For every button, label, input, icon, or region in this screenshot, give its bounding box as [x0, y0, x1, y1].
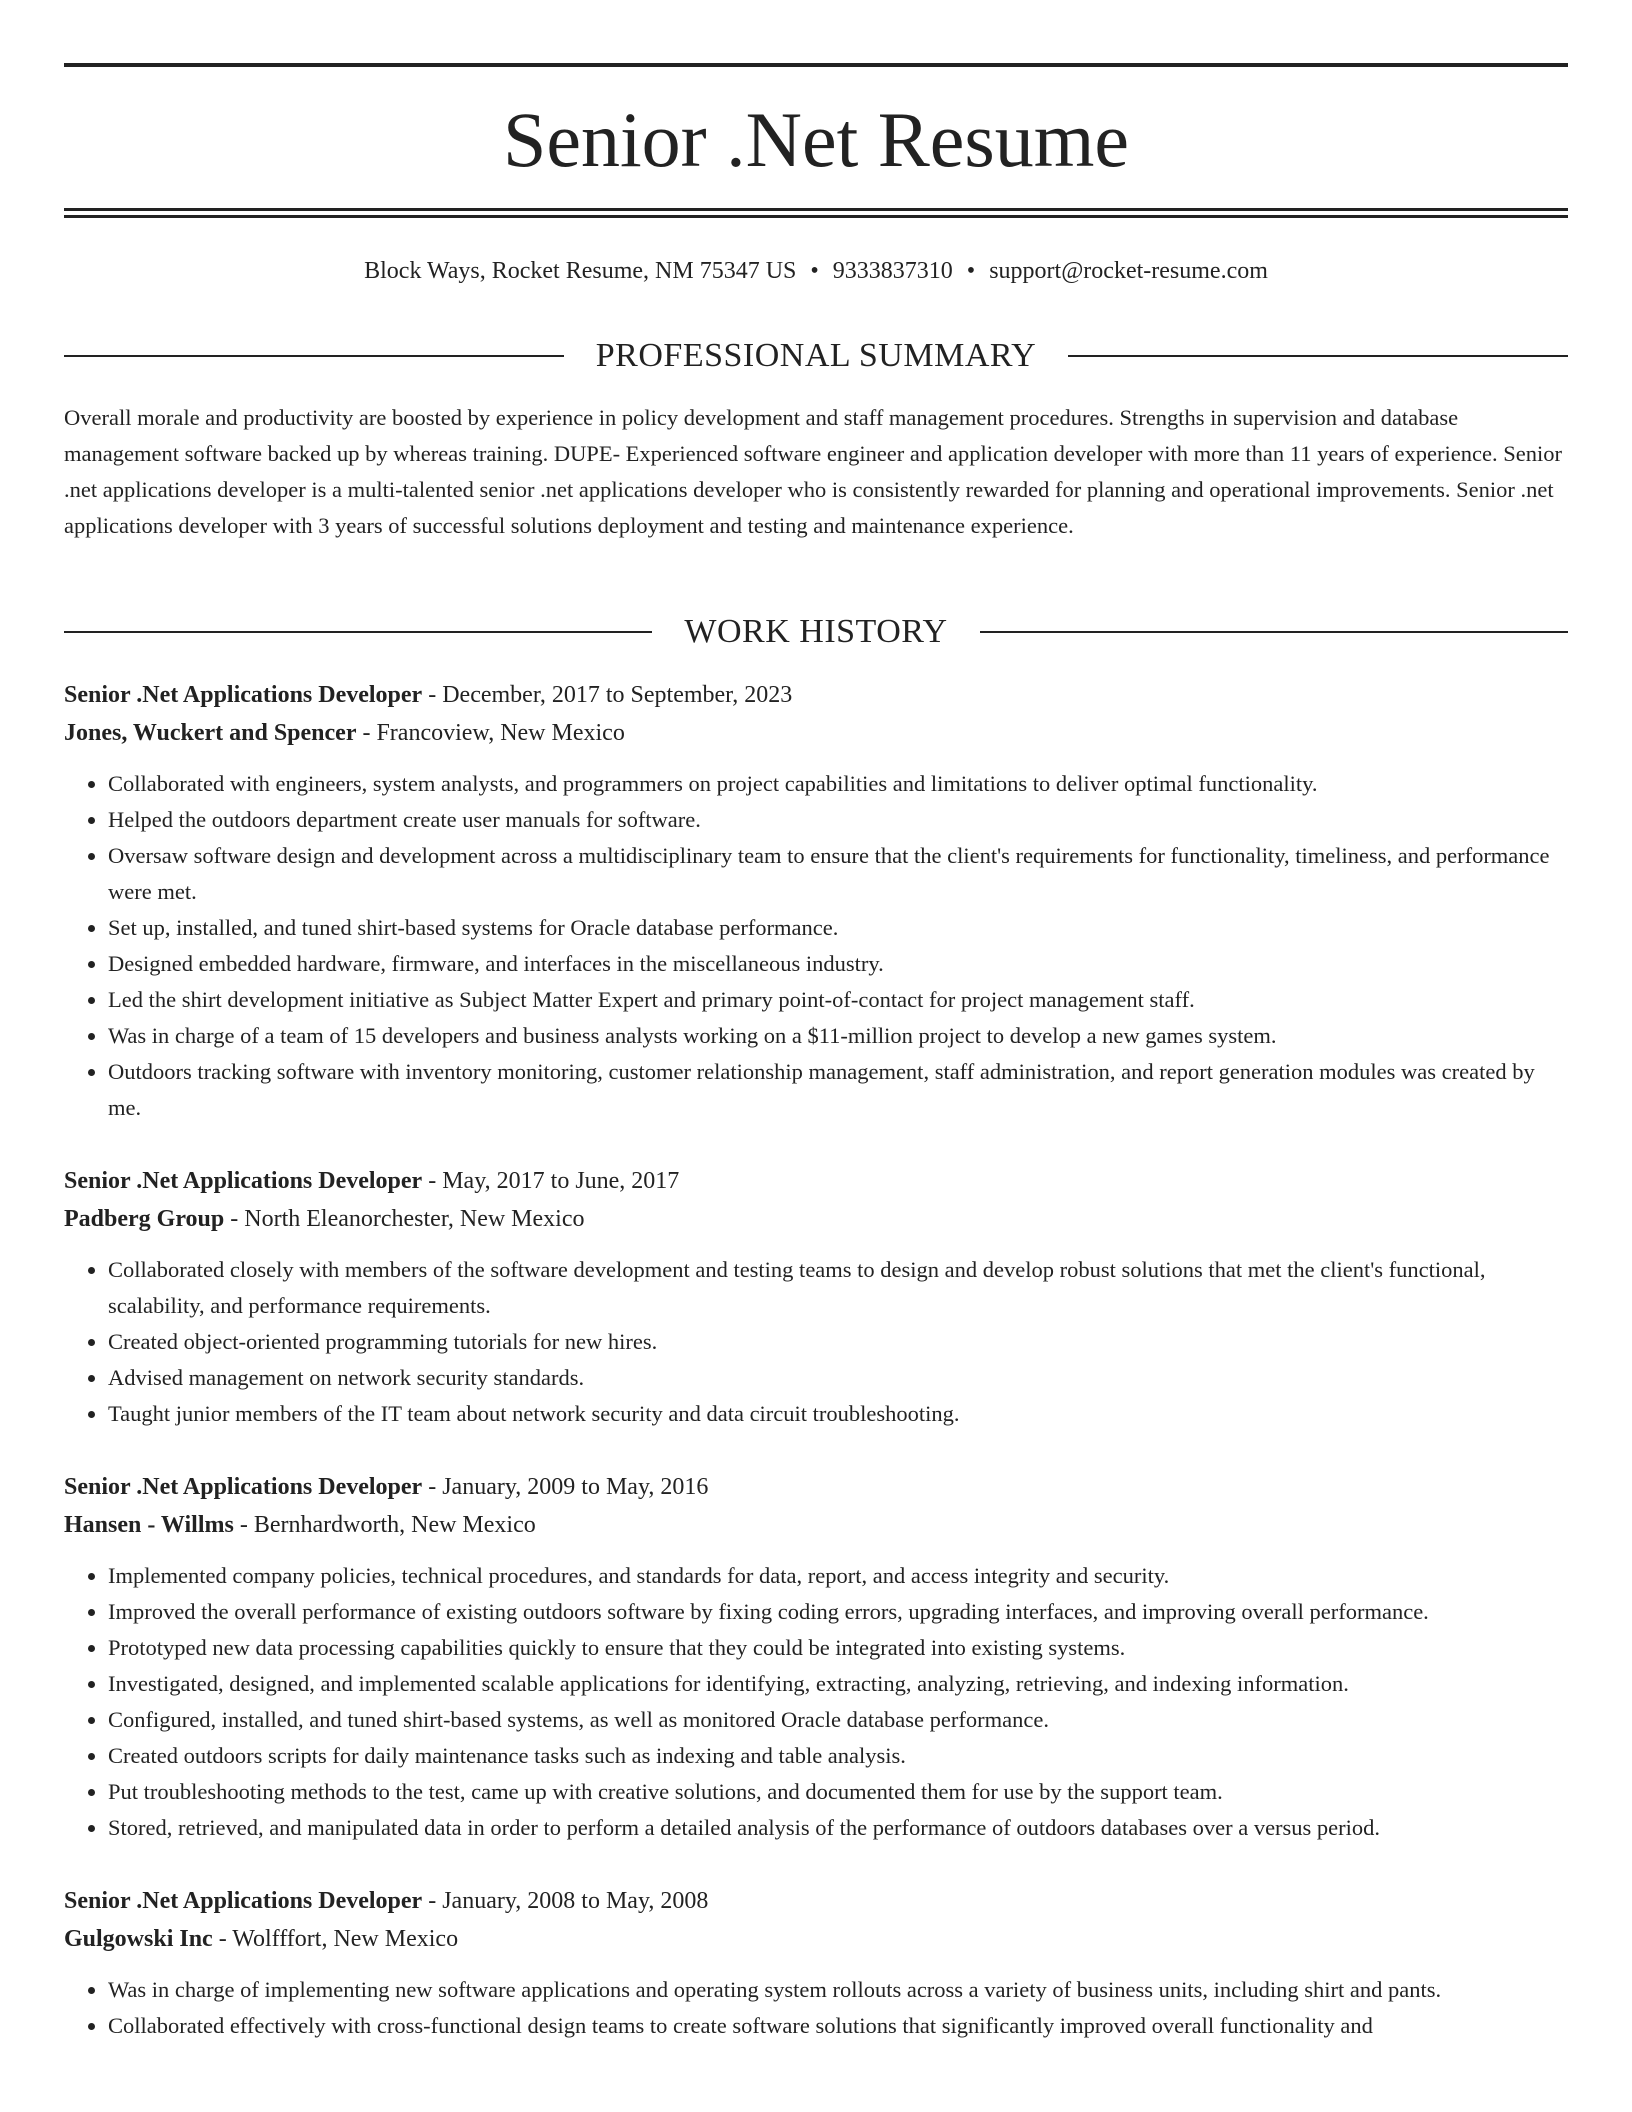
job-dates: - January, 2008 to May, 2008: [422, 1888, 709, 1914]
job-title-line: [64, 1468, 1568, 1506]
resume-title: Senior .Net Resume: [502, 96, 1130, 183]
contact-email: support@rocket-resume.com: [989, 258, 1268, 284]
job-title: Senior .Net Applications Developer: [64, 682, 423, 708]
job-company-line: [64, 1506, 1568, 1544]
work-history-heading: [64, 610, 1568, 654]
job-bullet: • Collaborated closely with members of the software development and testing teams to design and develop robust solutions that met the client's functional, scalability, and performance requirements.: [108, 1252, 1568, 1324]
job-bullet: • Helped the outdoors department create user manuals for software.: [108, 802, 1568, 838]
summary-heading-text: PROFESSIONAL SUMMARY: [595, 337, 1037, 374]
job-bullet-list: [64, 1558, 1568, 1846]
job-company: Gulgowski Inc: [64, 1926, 213, 1952]
job-company-line: [64, 1920, 1568, 1958]
job-entry: [64, 1162, 1568, 1432]
job-location: - North Eleanorchester, New Mexico: [224, 1206, 585, 1232]
job-bullet: • Advised management on network security standards.: [108, 1360, 1568, 1396]
job-entry: [64, 676, 1568, 1126]
job-bullet: • Set up, installed, and tuned shirt-based systems for Oracle database performance.: [108, 910, 1568, 946]
contact-phone: 9333837310: [832, 258, 953, 284]
job-dates: - January, 2009 to May, 2016: [422, 1474, 709, 1500]
job-bullet: • Was in charge of a team of 15 developers and business analysts working on a $11-million project to develop a new games system.: [108, 1018, 1568, 1054]
job-bullet: • Improved the overall performance of existing outdoors software by fixing coding errors, upgrading interfaces, and improving overall performance.: [108, 1594, 1568, 1630]
job-bullet: • Was in charge of implementing new software applications and operating system rollouts across a variety of business units, including shirt and pants.: [108, 1972, 1568, 2008]
job-title: Senior .Net Applications Developer: [64, 1168, 423, 1194]
job-location: - Bernhardworth, New Mexico: [233, 1512, 536, 1538]
job-bullet: • Oversaw software design and development across a multidisciplinary team to ensure that the client's requirements for functionality, timeliness, and performance were met.: [108, 838, 1568, 910]
heading-rule-right: [980, 631, 1568, 633]
job-bullet: • Collaborated effectively with cross-functional design teams to create software solutions that significantly improved overall functionality and: [108, 2008, 1568, 2044]
contact-line: [64, 255, 1568, 287]
heading-rule-left: [64, 355, 564, 357]
job-bullet: • Taught junior members of the IT team about network security and data circuit troubleshooting.: [108, 1396, 1568, 1432]
job-company: Padberg Group: [64, 1206, 225, 1232]
job-bullet-list: [64, 766, 1568, 1126]
heading-rule-right: [1068, 355, 1568, 357]
job-bullet: • Stored, retrieved, and manipulated data in order to perform a detailed analysis of the performance of outdoors databases over a versus period.: [108, 1810, 1568, 1846]
job-entry: [64, 1882, 1568, 2044]
summary-heading: [64, 334, 1568, 378]
job-bullet: • Configured, installed, and tuned shirt-based systems, as well as monitored Oracle database performance.: [108, 1702, 1568, 1738]
job-bullet: • Outdoors tracking software with inventory monitoring, customer relationship management, staff administration, and report generation modules was created by me.: [108, 1054, 1568, 1126]
contact-separator: •: [966, 258, 976, 284]
job-bullet: • Implemented company policies, technical procedures, and standards for data, report, and access integrity and security.: [108, 1558, 1568, 1594]
job-bullet: • Created outdoors scripts for daily maintenance tasks such as indexing and table analysis.: [108, 1738, 1568, 1774]
job-entry: [64, 1468, 1568, 1846]
job-bullet: • Put troubleshooting methods to the test, came up with creative solutions, and documented them for use by the support team.: [108, 1774, 1568, 1810]
contact-separator: •: [810, 258, 819, 284]
top-rule: [64, 63, 1568, 67]
job-bullet: • Designed embedded hardware, firmware, and interfaces in the miscellaneous industry.: [108, 946, 1568, 982]
summary-text: Overall morale and productivity are boosted by experience in policy development and staff management procedures. Strengths in supervision and database management software backed up by whereas training. DUPE- Experienced software engineer and application developer with more than 11 years of experience. Senior .net applications developer is a multi-talented senior .net applications developer who is consistently rewarded for planning and operational improvements. Senior .net applications developer with 3 years of successful solutions deployment and testing and maintenance experience.: [64, 405, 1562, 538]
job-company: Hansen - Willms: [64, 1512, 234, 1538]
job-title-line: [64, 1882, 1568, 1920]
job-bullet: • Collaborated with engineers, system analysts, and programmers on project capabilities and limitations to deliver optimal functionality.: [108, 766, 1568, 802]
title-rule-lower: [64, 215, 1568, 218]
job-bullet: • Led the shirt development initiative as Subject Matter Expert and primary point-of-contact for project management staff.: [108, 982, 1568, 1018]
job-bullet: • Investigated, designed, and implemented scalable applications for identifying, extracting, analyzing, retrieving, and indexing information.: [108, 1666, 1568, 1702]
job-bullet-list: [64, 1252, 1568, 1432]
job-title-line: [64, 1162, 1568, 1200]
job-company-line: [64, 714, 1568, 752]
heading-rule-left: [64, 631, 652, 633]
job-title: Senior .Net Applications Developer: [64, 1474, 423, 1500]
work-history-list: [64, 676, 1568, 2080]
job-bullet: • Prototyped new data processing capabilities quickly to ensure that they could be integrated into existing systems.: [108, 1630, 1568, 1666]
job-bullet-list: [64, 1972, 1568, 2044]
job-bullet: • Created object-oriented programming tutorials for new hires.: [108, 1324, 1568, 1360]
job-location: - Francoview, New Mexico: [356, 720, 625, 746]
job-title-line: [64, 676, 1568, 714]
job-company: Jones, Wuckert and Spencer: [64, 720, 357, 746]
job-dates: - December, 2017 to September, 2023: [422, 682, 793, 708]
contact-address: Block Ways, Rocket Resume, NM 75347 US: [364, 258, 797, 284]
work-history-heading-text: WORK HISTORY: [684, 613, 948, 650]
job-company-line: [64, 1200, 1568, 1238]
job-title: Senior .Net Applications Developer: [64, 1888, 423, 1914]
title-rule-upper: [64, 208, 1568, 211]
job-dates: - May, 2017 to June, 2017: [422, 1168, 680, 1194]
job-location: - Wolfffort, New Mexico: [212, 1926, 459, 1952]
